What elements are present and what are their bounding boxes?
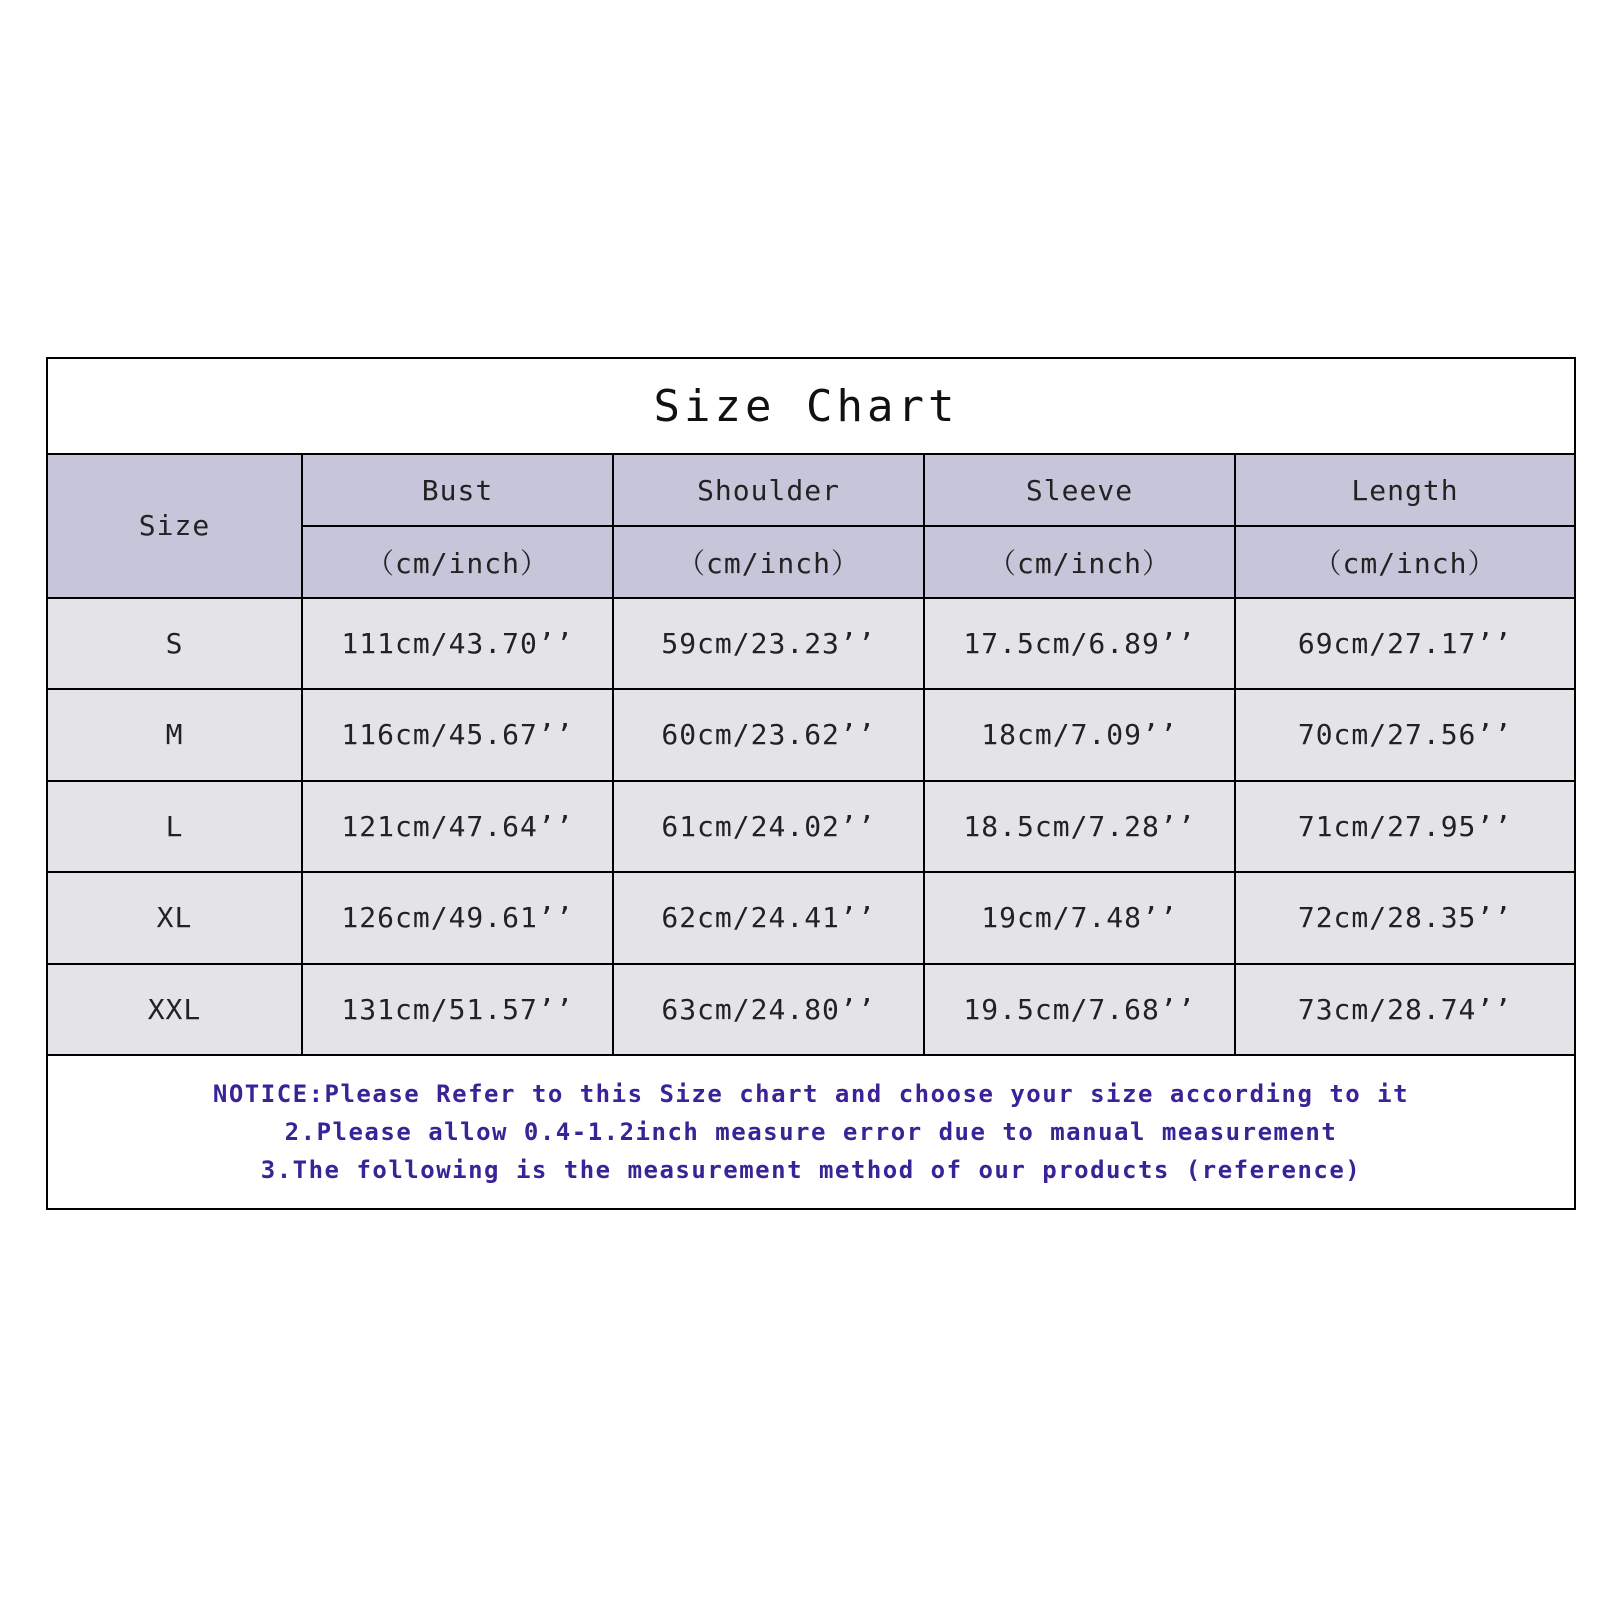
shoulder-cell: 59cm/23.23’’ [613,598,924,689]
notice-line-2: 2.Please allow 0.4-1.2inch measure error due to manual measurement [284,1118,1338,1146]
bust-cell: 116cm/45.67’’ [302,689,613,780]
bust-cell: 121cm/47.64’’ [302,781,613,872]
notice-line-3: 3.The following is the measurement method of our products (reference) [260,1156,1362,1184]
shoulder-cell: 63cm/24.80’’ [613,964,924,1056]
header-shoulder: Shoulder [613,455,924,526]
sleeve-cell: 18.5cm/7.28’’ [924,781,1235,872]
sleeve-cell: 17.5cm/6.89’’ [924,598,1235,689]
table-row [48,781,1574,872]
bust-cell: 131cm/51.57’’ [302,964,613,1056]
size-cell: XL [48,872,302,963]
notice-block [48,1056,1574,1208]
sleeve-cell: 18cm/7.09’’ [924,689,1235,780]
size-chart [46,357,1576,1210]
length-cell: 70cm/27.56’’ [1235,689,1574,780]
shoulder-cell: 62cm/24.41’’ [613,872,924,963]
unit-bust: （cm/inch） [302,526,613,597]
table-row [48,689,1574,780]
sleeve-cell: 19cm/7.48’’ [924,872,1235,963]
bust-cell: 111cm/43.70’’ [302,598,613,689]
title-bar [48,359,1574,455]
header-bust: Bust [302,455,613,526]
table-row [48,964,1574,1056]
shoulder-cell: 61cm/24.02’’ [613,781,924,872]
size-cell: S [48,598,302,689]
chart-title: Size Chart [653,380,959,432]
header-length: Length [1235,455,1574,526]
size-cell: XXL [48,964,302,1056]
length-cell: 71cm/27.95’’ [1235,781,1574,872]
notice-line-1: NOTICE:Please Refer to this Size chart and choose your size according to it [212,1080,1410,1108]
length-cell: 72cm/28.35’’ [1235,872,1574,963]
size-cell: M [48,689,302,780]
shoulder-cell: 60cm/23.62’’ [613,689,924,780]
unit-length: （cm/inch） [1235,526,1574,597]
header-size: Size [48,455,302,598]
header-row-names [48,455,1574,526]
length-cell: 69cm/27.17’’ [1235,598,1574,689]
table-row [48,872,1574,963]
length-cell: 73cm/28.74’’ [1235,964,1574,1056]
header-sleeve: Sleeve [924,455,1235,526]
table-row [48,598,1574,689]
size-table [48,455,1574,1056]
unit-sleeve: （cm/inch） [924,526,1235,597]
bust-cell: 126cm/49.61’’ [302,872,613,963]
sleeve-cell: 19.5cm/7.68’’ [924,964,1235,1056]
unit-shoulder: （cm/inch） [613,526,924,597]
size-cell: L [48,781,302,872]
